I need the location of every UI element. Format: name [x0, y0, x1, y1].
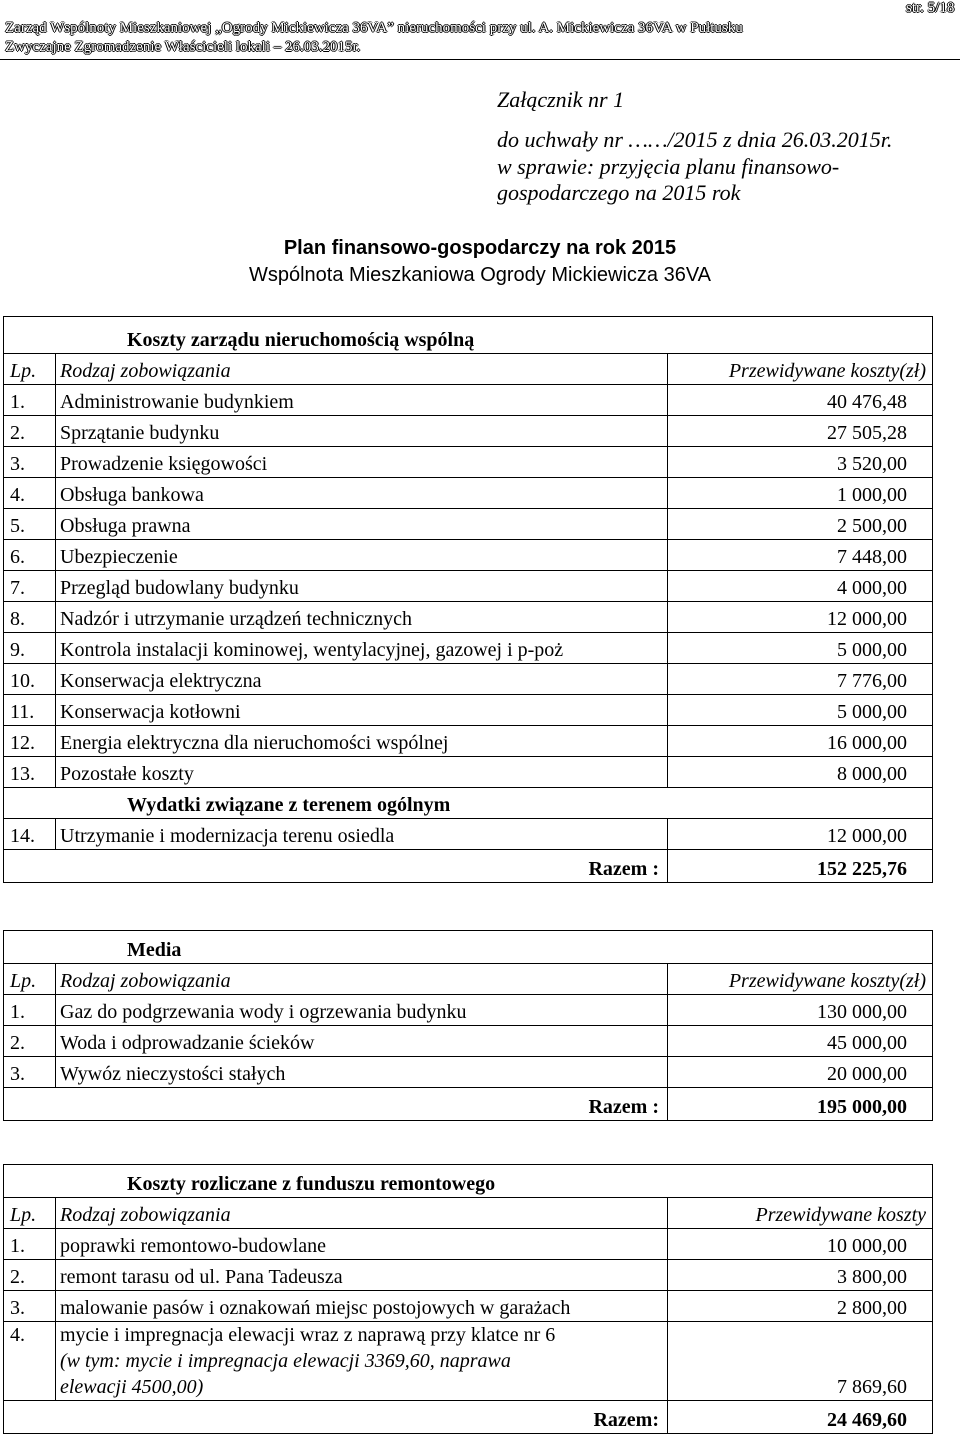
row-lp: 14. — [4, 819, 56, 850]
row-lp: 7. — [4, 571, 56, 602]
table-row — [4, 726, 933, 757]
table-row — [4, 602, 933, 633]
row-lp: 6. — [4, 540, 56, 571]
row-lp: 2. — [4, 1026, 56, 1057]
row-lp: 3. — [4, 447, 56, 478]
section-title: Media — [4, 931, 933, 964]
attachment-subject-1: w sprawie: przyjęcia planu finansowo- — [497, 154, 840, 179]
row-cost: 45 000,00 — [668, 1026, 933, 1057]
row-cost: 20 000,00 — [668, 1057, 933, 1088]
row-cost: 7 448,00 — [668, 540, 933, 571]
total-label: Razem : — [4, 1088, 668, 1121]
header-divider — [0, 59, 960, 60]
plan-title: Plan finansowo-gospodarczy na rok 2015 — [283, 237, 677, 259]
row-name: Konserwacja elektryczna — [56, 664, 668, 695]
plan-subtitle: Wspólnota Mieszkaniowa Ogrody Mickiewicza 36VA — [248, 264, 712, 286]
table-row — [4, 664, 933, 695]
header-row — [4, 1198, 933, 1229]
row-name: Energia elektryczna dla nieruchomości wspólnej — [56, 726, 668, 757]
row-lp: 4. — [4, 478, 56, 509]
row-cost: 5 000,00 — [668, 695, 933, 726]
row-lp: 1. — [4, 385, 56, 416]
total-row — [4, 1401, 933, 1434]
table-row — [4, 1057, 933, 1088]
attachment-title: Załącznik nr 1 — [497, 87, 625, 112]
section-row — [4, 317, 933, 354]
row-name: Pozostałe koszty — [56, 757, 668, 788]
row-cost: 7 869,60 — [668, 1322, 933, 1401]
row-cost: 10 000,00 — [668, 1229, 933, 1260]
row-name: Kontrola instalacji kominowej, wentylacyjnej, gazowej i p-poż — [56, 633, 668, 664]
row-name: poprawki remontowo-budowlane — [56, 1229, 668, 1260]
row-lp: 12. — [4, 726, 56, 757]
row-cost: 2 500,00 — [668, 509, 933, 540]
row-lp: 3. — [4, 1291, 56, 1322]
total-value: 152 225,76 — [668, 850, 933, 883]
header-name: Rodzaj zobowiązania — [56, 1198, 668, 1229]
total-value: 195 000,00 — [668, 1088, 933, 1121]
total-value: 24 469,60 — [668, 1401, 933, 1434]
table-row — [4, 995, 933, 1026]
row-lp: 9. — [4, 633, 56, 664]
row-name: malowanie pasów i oznakowań miejsc postojowych w garażach — [56, 1291, 668, 1322]
header-line-2: Zwyczajne Zgromadzenie Właścicieli lokali – 26.03.2015r. — [5, 39, 361, 55]
row-cost: 12 000,00 — [668, 602, 933, 633]
row-name: Administrowanie budynkiem — [56, 385, 668, 416]
row-name: Sprzątanie budynku — [56, 416, 668, 447]
row-note-2: elewacji 4500,00) — [60, 1376, 204, 1398]
table-row — [4, 819, 933, 850]
row-name: Ubezpieczenie — [56, 540, 668, 571]
row-lp: 4. — [4, 1322, 56, 1401]
table-row — [4, 1026, 933, 1057]
table-row — [4, 509, 933, 540]
header-name: Rodzaj zobowiązania — [56, 354, 668, 385]
total-row — [4, 1088, 933, 1121]
row-lp: 1. — [4, 1229, 56, 1260]
header-lp: Lp. — [4, 354, 56, 385]
row-note-1: (w tym: mycie i impregnacja elewacji 3369,60, naprawa — [60, 1350, 511, 1372]
row-cost: 3 800,00 — [668, 1260, 933, 1291]
row-name: remont tarasu od ul. Pana Tadeusza — [56, 1260, 668, 1291]
renovation-fund-table — [3, 1164, 933, 1434]
row-cost: 3 520,00 — [668, 447, 933, 478]
row-lp: 5. — [4, 509, 56, 540]
attachment-subject-2: gospodarczego na 2015 rok — [497, 180, 741, 205]
row-name: Obsługa bankowa — [56, 478, 668, 509]
table-row — [4, 447, 933, 478]
table-row — [4, 540, 933, 571]
header-cost: Przewidywane koszty(zł) — [668, 354, 933, 385]
row-name: Nadzór i utrzymanie urządzeń technicznych — [56, 602, 668, 633]
total-label: Razem: — [4, 1401, 668, 1434]
row-cost: 130 000,00 — [668, 995, 933, 1026]
section-title-2: Wydatki związane z terenem ogólnym — [4, 788, 933, 819]
row-lp: 11. — [4, 695, 56, 726]
table-row — [4, 416, 933, 447]
table-row — [4, 695, 933, 726]
section-row — [4, 931, 933, 964]
media-table — [3, 930, 933, 1121]
section-row-2 — [4, 788, 933, 819]
section-title: Koszty rozliczane z funduszu remontowego — [4, 1165, 933, 1198]
row-cost: 27 505,28 — [668, 416, 933, 447]
row-lp: 10. — [4, 664, 56, 695]
row-name: Utrzymanie i modernizacja terenu osiedla — [56, 819, 668, 850]
row-name: Konserwacja kotłowni — [56, 695, 668, 726]
row-cost: 16 000,00 — [668, 726, 933, 757]
row-name: Gaz do podgrzewania wody i ogrzewania budynku — [56, 995, 668, 1026]
table-row — [4, 757, 933, 788]
row-name: Woda i odprowadzanie ścieków — [56, 1026, 668, 1057]
table-row — [4, 385, 933, 416]
row-cost: 40 476,48 — [668, 385, 933, 416]
row-name: Obsługa prawna — [56, 509, 668, 540]
row-name: Prowadzenie księgowości — [56, 447, 668, 478]
table-row — [4, 633, 933, 664]
row-cost: 7 776,00 — [668, 664, 933, 695]
table-row — [4, 478, 933, 509]
row-name — [56, 1322, 668, 1401]
total-label: Razem : — [4, 850, 668, 883]
header-cost: Przewidywane koszty(zł) — [668, 964, 933, 995]
table-row — [4, 1291, 933, 1322]
header-row — [4, 354, 933, 385]
row-cost: 8 000,00 — [668, 757, 933, 788]
table-row — [4, 1229, 933, 1260]
row-cost: 12 000,00 — [668, 819, 933, 850]
row-cost: 5 000,00 — [668, 633, 933, 664]
header-lp: Lp. — [4, 964, 56, 995]
table-row — [4, 571, 933, 602]
table-row — [4, 1322, 933, 1401]
row-cost: 2 800,00 — [668, 1291, 933, 1322]
header-row — [4, 964, 933, 995]
header-name: Rodzaj zobowiązania — [56, 964, 668, 995]
row-name-main: mycie i impregnacja elewacji wraz z naprawą przy klatce nr 6 — [60, 1324, 556, 1346]
row-cost: 1 000,00 — [668, 478, 933, 509]
row-cost: 4 000,00 — [668, 571, 933, 602]
header-cost: Przewidywane koszty — [668, 1198, 933, 1229]
row-lp: 2. — [4, 416, 56, 447]
row-lp: 2. — [4, 1260, 56, 1291]
page-number: str. 5/18 — [906, 0, 955, 16]
row-name: Przegląd budowlany budynku — [56, 571, 668, 602]
header-line-1: Zarząd Wspólnoty Mieszkaniowej „Ogrody Mickiewicza 36VA” nieruchomości przy ul. A. Mickiewicza 36VA w Pułtusku — [5, 20, 743, 36]
row-lp: 3. — [4, 1057, 56, 1088]
row-lp: 1. — [4, 995, 56, 1026]
row-lp: 13. — [4, 757, 56, 788]
table-row — [4, 1260, 933, 1291]
section-title: Koszty zarządu nieruchomością wspólną — [4, 317, 933, 354]
attachment-resolution: do uchwały nr ……/2015 z dnia 26.03.2015r. — [497, 127, 893, 152]
header-lp: Lp. — [4, 1198, 56, 1229]
row-lp: 8. — [4, 602, 56, 633]
section-row — [4, 1165, 933, 1198]
total-row — [4, 850, 933, 883]
row-name: Wywóz nieczystości stałych — [56, 1057, 668, 1088]
management-costs-table — [3, 316, 933, 883]
